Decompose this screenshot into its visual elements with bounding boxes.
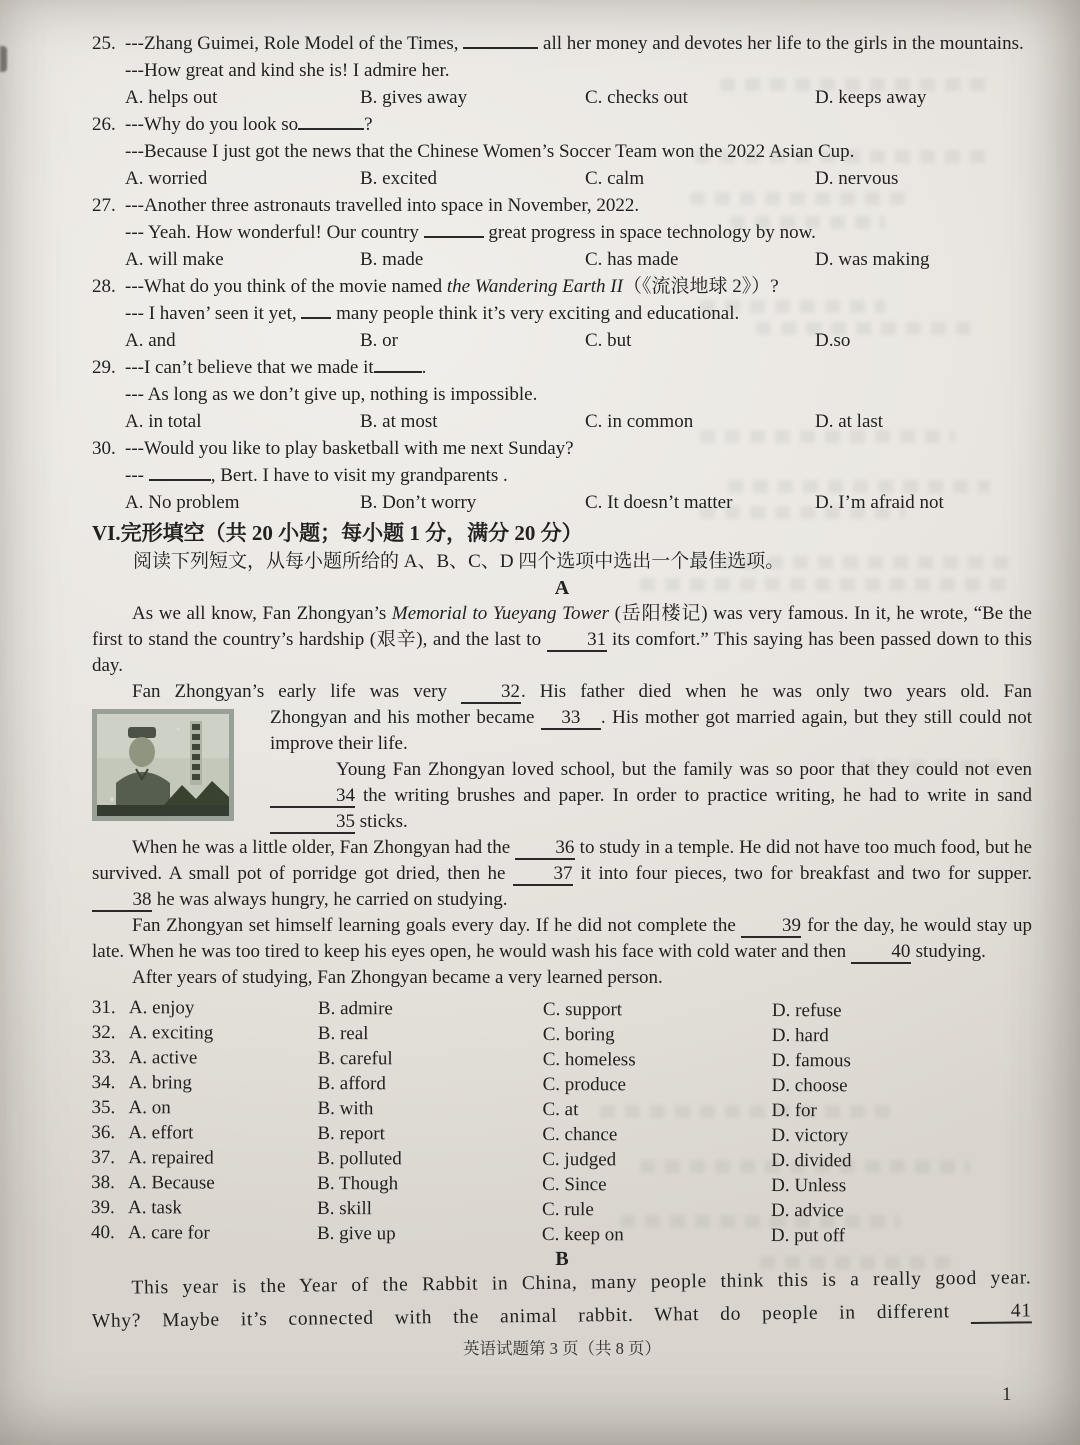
row-number: 37. [91,1146,116,1169]
cell-a [91,1170,317,1196]
question-text: ---Because I just got the news that the Chinese Women’s Soccer Team won the 2022 Asian Cup. [125,141,855,162]
option-a: A. and [125,330,176,351]
option-c: C. Since [542,1173,607,1196]
passage-a-heading: A [554,577,570,599]
question-number: 27. [92,195,116,216]
option-d: D. choose [771,1074,848,1097]
option-b: B. excited [360,168,438,189]
option-c: C. It doesn’t matter [585,492,733,513]
question-line [92,300,1032,327]
option-d: D. nervous [815,168,899,189]
option-b: B. Though [317,1172,399,1195]
options-row [125,489,1032,516]
question-line [92,354,1032,381]
cell-a [91,1220,317,1246]
passage-a-paragraph-3: Young Fan Zhongyan loved school, but the family was so poor that they could not even 34 the writing brushes and paper. In order to practice writing, he had to write in sand 35 sticks. [92,757,1032,835]
option-c: C. keep on [541,1223,624,1246]
question-number: 26. [92,114,116,135]
row-number: 33. [91,1046,116,1069]
option-c: C. rule [542,1198,594,1221]
option-a: A. repaired [128,1147,214,1169]
question-line [92,219,1032,246]
question-text: ---Zhang Guimei, Role Model of the Times, all her money and devotes her life to the girls in the mountains. [125,33,1024,54]
cell-a [92,1020,318,1046]
option-c: C. but [585,330,632,351]
row-number: 32. [91,1021,116,1044]
option-a: A. exciting [128,1022,214,1044]
option-b: B. careful [317,1047,393,1070]
option-b: B. at most [360,411,438,432]
question-line [92,273,1032,300]
option-d: D. divided [771,1149,852,1172]
question-25 [92,30,1032,111]
row-number: 36. [91,1121,116,1144]
question-27 [92,192,1032,273]
question-number: 30. [92,438,116,459]
option-d: D. at last [815,411,884,432]
answer-blank [298,113,364,130]
option-c: C. checks out [585,87,688,108]
answer-blank [301,302,331,319]
cell-a [92,995,318,1021]
question-line [92,462,1032,489]
option-b: B. afford [317,1072,386,1095]
stray-mark: 1 [1002,1384,1012,1405]
option-a: A. active [128,1047,198,1069]
paper-edge-mark [0,46,7,72]
option-c: C. homeless [542,1048,636,1071]
question-26 [92,111,1032,192]
passage-a-paragraph-6: After years of studying, Fan Zhongyan became a very learned person. [132,967,663,988]
question-line [92,30,1032,57]
cell-a [91,1120,317,1146]
options-row [125,408,1032,435]
page-content [92,30,1032,1360]
cell-a [91,1145,317,1171]
options-row [125,84,1032,111]
question-text: --- As long as we don’t give up, nothing is impossible. [125,384,538,405]
question-text: ---I can’t believe that we made it . [125,357,427,378]
option-d: D. hard [771,1024,829,1047]
section-vi-instruction: 阅读下列短文，从每小题所给的 A、B、C、D 四个选项中选出一个最佳选项。 [133,551,785,572]
passage-a-paragraph-4: When he was a little older, Fan Zhongyan had the 36 to study in a temple. He did not have too much food, but he survived. A small pot of porridge got dried, then he 37 it into four pieces, two for breakfast and two for supper. 38 he was always hungry, he carried on studying. [92,837,1033,910]
question-28 [92,273,1032,354]
option-d: D. victory [771,1124,849,1147]
option-d: D. Unless [771,1174,847,1197]
row-number: 38. [91,1171,115,1194]
question-line [92,192,1032,219]
numbered-blank: 41 [971,1301,1032,1324]
question-text: ---How great and kind she is! I admire her. [125,60,450,81]
option-a: A. bring [128,1072,192,1094]
option-a: A. Because [128,1172,215,1194]
row-number: 34. [91,1071,116,1094]
question-line [92,381,1032,408]
option-a: A. No problem [125,492,240,513]
numbered-blank: 34 [270,786,355,808]
option-c: C. in common [585,411,694,432]
passage-a-paragraph-2-line1: Fan Zhongyan’s early life was very 32. His father died when he was only two years old. Fan [132,681,1033,702]
option-a: A. in total [125,411,202,432]
question-line [92,57,1032,84]
option-d: D. was making [815,249,930,270]
options-row [125,327,1032,354]
question-text: ---Another three astronauts travelled into space in November, 2022. [125,195,640,216]
option-c: C. support [542,998,623,1021]
numbered-blank: 37 [513,864,573,886]
question-text: ---Why do you look so ? [125,114,373,135]
answer-blank [463,32,538,49]
option-a: A. care for [127,1222,210,1244]
option-b: B. skill [317,1197,373,1220]
row-number: 40. [90,1221,115,1244]
row-number: 31. [91,997,116,1019]
cloze-options-table [91,995,1032,1249]
passage-a-paragraph-2-cont: Zhongyan and his mother became 33 . His mother got married again, but they still could not improve their life. [270,707,1032,754]
option-b: B. or [360,330,398,351]
row-number: 39. [91,1196,115,1219]
question-line [92,111,1032,138]
passage-a-paragraph-1: As we all know, Fan Zhongyan’s Memorial to Yueyang Tower (岳阳楼记) was very famous. In it, he wrote, “Be the first to stand the country’s hardship (艰辛), and the last to 31 its comfort.” This saying has been passed down to this day. [92,603,1033,676]
option-a: A. effort [128,1122,194,1144]
passage-b-heading: B [555,1247,569,1271]
option-d: D.so [815,330,851,351]
cell-a [91,1095,317,1121]
question-text: --- Yeah. How wonderful! Our country great progress in space technology by now. [125,222,816,243]
question-number: 25. [92,33,116,54]
answer-blank [374,356,422,373]
question-29 [92,354,1032,435]
option-a: A. helps out [125,87,218,108]
question-number: 28. [92,276,116,297]
option-c: C. boring [542,1023,615,1046]
option-c: C. at [542,1098,579,1121]
option-d: D. advice [771,1199,844,1222]
option-b: B. real [317,1022,369,1045]
answer-blank [149,464,211,481]
question-30 [92,435,1032,516]
numbered-blank: 33 [541,708,601,730]
option-c: C. judged [542,1148,617,1171]
question-number: 29. [92,357,116,378]
question-line [92,138,1032,165]
passage-b-paragraph: This year is the Year of the Rabbit in China, many people think this is a really good year. Why? Maybe it’s connected with the animal rabbit. What do people in different 41 [91,1267,1032,1333]
numbered-blank: 40 [851,942,911,964]
option-d: D. for [771,1099,817,1122]
option-a: A. worried [125,168,208,189]
numbered-blank: 36 [515,838,575,860]
option-b: B. gives away [360,87,468,108]
question-line [92,435,1032,462]
numbered-blank: 32 [461,682,521,704]
option-d: D. I’m afraid not [815,492,944,513]
option-b: B. Don’t worry [360,492,477,513]
option-d: D. keeps away [815,87,927,108]
option-a: A. task [128,1197,182,1219]
question-text: ---Would you like to play basketball with me next Sunday? [125,438,574,459]
option-b: B. with [317,1097,374,1120]
option-d: D. refuse [771,999,842,1022]
numbered-blank: 31 [547,630,607,652]
numbered-blank: 38 [92,890,152,912]
option-c: C. has made [585,249,679,270]
option-b: B. give up [316,1222,396,1245]
passage-a-paragraph-5: Fan Zhongyan set himself learning goals every day. If he did not complete the 39 for the day, he would stay up late. When he was too tired to keep his eyes open, he would wash his face with cold water and then 40 studying. [92,915,1032,962]
question-text: --- I haven’ seen it yet, many people think it’s very exciting and educational. [125,303,740,324]
option-d: D. famous [771,1049,851,1072]
option-b: B. admire [317,997,393,1020]
mc-questions-section [92,30,1032,516]
option-c: C. produce [542,1073,627,1096]
row-number: 35. [91,1096,116,1119]
cell-a [92,1070,318,1096]
option-b: B. polluted [317,1147,402,1170]
option-a: A. enjoy [128,997,195,1019]
option-d: D. put off [770,1224,846,1247]
options-row [125,246,1032,273]
option-a: A. on [128,1097,171,1119]
numbered-blank: 35 [270,812,355,834]
cell-a [92,1045,318,1071]
answer-blank [424,221,484,238]
page-footer: 英语试题第 3 页（共 8 页） [463,1339,661,1358]
cell-a [91,1195,317,1221]
option-c: C. chance [542,1123,618,1146]
options-row [125,165,1032,192]
option-b: B. made [360,249,424,270]
option-c: C. calm [585,168,645,189]
option-a: A. will make [125,249,224,270]
numbered-blank: 39 [741,916,801,938]
section-vi-heading: VI.完形填空（共 20 小题；每小题 1 分，满分 20 分） [92,521,583,545]
question-text: --- , Bert. I have to visit my grandparents . [125,465,508,486]
option-b: B. report [317,1122,385,1145]
fan-zhongyan-stamp-image [92,709,234,821]
question-text: ---What do you think of the movie named the Wandering Earth II（《流浪地球 2》）? [125,276,779,297]
